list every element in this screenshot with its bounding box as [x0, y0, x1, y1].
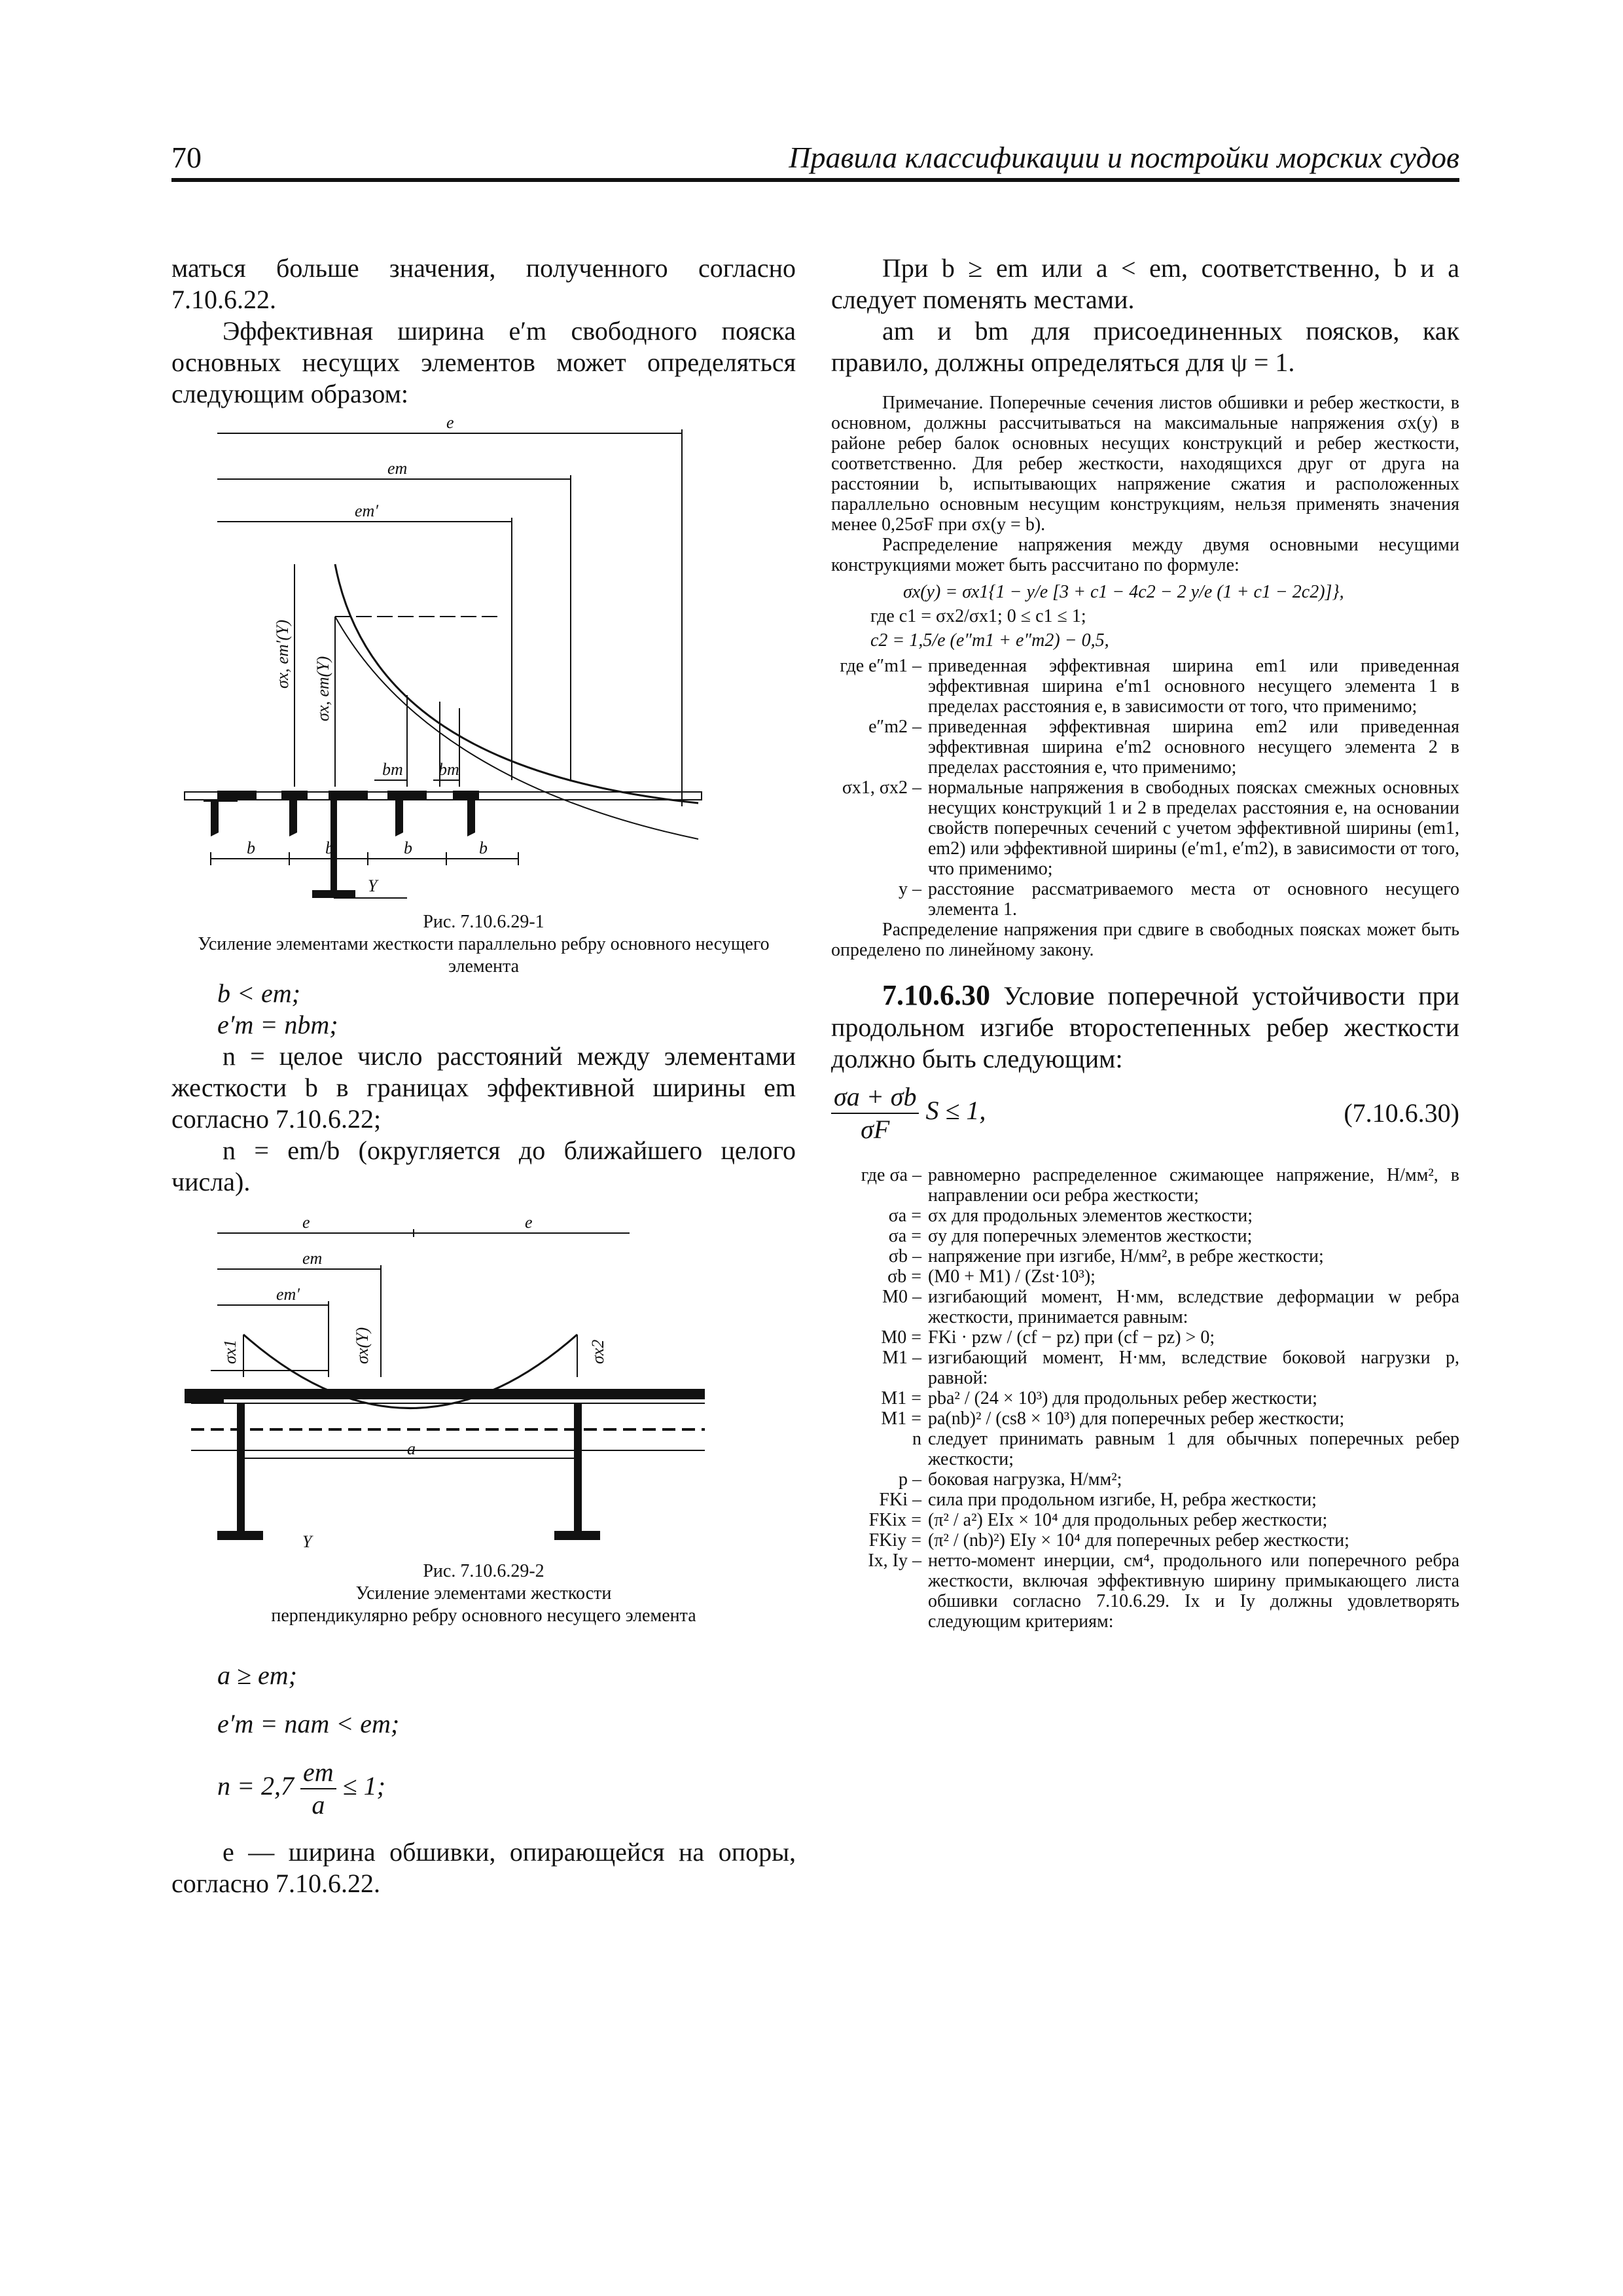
figure-caption: Усиление элементами жесткости	[355, 1583, 612, 1604]
label-e: e	[525, 1213, 533, 1232]
term: M1 =	[881, 1388, 921, 1408]
figure-caption: Усиление элементами жесткости параллельно ребру основного несущего элемента	[198, 934, 770, 977]
term: σa =	[888, 1226, 921, 1246]
term: где e″m1 –	[840, 656, 921, 676]
label-sigma-x1: σx1	[221, 1339, 240, 1364]
label-b: b	[247, 838, 255, 857]
definition: σx для продольных элементов жесткости;	[928, 1206, 1253, 1226]
label-bm: bm	[382, 760, 403, 779]
condition: b < em;	[217, 978, 300, 1008]
header-rule	[171, 178, 1459, 182]
label-em-prime: em′	[355, 501, 379, 520]
term: σa =	[888, 1206, 921, 1226]
paragraph: am и bm для присоединенных поясков, как правило, должны определяться для ψ = 1.	[831, 316, 1459, 377]
label-e: e	[302, 1213, 310, 1232]
formula-numerator: σa + σb	[831, 1081, 919, 1114]
definition: нормальные напряжения в свободных поясках смежных основных несущих конструкций 1 и 2 в пределах расстояния e, на основании свойств поперечных сечений с учетом эффективной ширины (em1, em2) или эффективной ширины (e′m1, e′m2), в зависимости от того, что применимо;	[928, 778, 1459, 879]
label-a: a	[407, 1439, 416, 1458]
label-b: b	[404, 838, 412, 857]
section-7-10-6-30	[831, 980, 1459, 1075]
section-text: Условие поперечной устойчивости при продольном изгибе второстепенных ребер жесткости должно быть следующим:	[831, 981, 1460, 1073]
term: M1 =	[881, 1408, 921, 1429]
definition: сила при продольном изгибе, Н, ребра жесткости;	[928, 1490, 1317, 1510]
condition: n = em/b (округляется до ближайшего целого числа).	[171, 1136, 796, 1196]
label-em: em	[302, 1249, 323, 1268]
label-em: em	[387, 459, 408, 478]
label-bm: bm	[438, 760, 459, 779]
definition: (π² / a²) EIx × 10⁴ для продольных ребер жесткости;	[928, 1510, 1328, 1530]
definition: расстояние рассматриваемого места от основного несущего элемента 1.	[928, 879, 1459, 920]
condition: a ≥ em;	[217, 1660, 297, 1690]
term: σb =	[887, 1266, 921, 1287]
note: Примечание. Поперечные сечения листов обшивки и ребер жесткости, в основном, должны рассчитываться на максимальные напряжения σx(y) в районе ребер балок основных несущих конструкций и ребер жесткости, соответственно. Для ребер жесткости, находящихся друг от друга на расстоянии b, испытывающих напряжение сжатия и расположенных параллельно основным несущим конструкциям, нельзя применять значения менее 0,25σF при σx(y = b).	[831, 393, 1459, 535]
definition: pba² / (24 × 10³) для продольных ребер жесткости;	[928, 1388, 1317, 1408]
term: FKix =	[868, 1510, 921, 1530]
section-number: 7.10.6.30	[882, 979, 990, 1011]
formula: σx(y) = σx1{1 − y/e [3 + c1 − 4c2 − 2 y/e (1 + c1 − 2c2)]},	[903, 582, 1344, 602]
definition: изгибающий момент, Н·мм, вследствие боковой нагрузки p, равной:	[928, 1348, 1459, 1388]
figure-7-10-6-29-1	[171, 414, 796, 911]
term: M0 =	[881, 1327, 921, 1348]
definition: равномерно распределенное сжимающее напряжение, Н/мм², в направлении оси ребра жесткости;	[928, 1165, 1459, 1206]
figure-number: Рис. 7.10.6.29-2	[423, 1561, 544, 1581]
formula-denominator: σF	[861, 1115, 890, 1144]
condition: e′m = nbm;	[217, 1010, 338, 1039]
condition: e′m = nam < em;	[217, 1709, 400, 1738]
term: σb –	[888, 1246, 921, 1266]
definition: σy для поперечных элементов жесткости;	[928, 1226, 1253, 1246]
paragraph: При b ≥ em или a < em, соответственно, b и a следует поменять местами.	[831, 253, 1459, 314]
formula-number: (7.10.6.30)	[1344, 1098, 1459, 1128]
label-y: Y	[302, 1532, 312, 1551]
definition: следует принимать равным 1 для обычных поперечных ребер жесткости;	[928, 1429, 1459, 1469]
label-e: e	[446, 414, 454, 432]
formula: где c1 = σx2/σx1; 0 ≤ c1 ≤ 1;	[870, 606, 1086, 626]
label-sigma-em-prime: σx, em′(Y)	[273, 619, 292, 689]
term: y –	[899, 879, 921, 899]
definition: (π² / (nb)²) EIy × 10⁴ для поперечных ребер жесткости;	[928, 1530, 1349, 1551]
formula-rhs: S ≤ 1,	[925, 1096, 986, 1126]
right-column	[831, 253, 1459, 1632]
term: e″m2 –	[868, 717, 921, 737]
running-title: Правила классификации и постройки морских судов	[789, 141, 1459, 174]
term: FKiy =	[868, 1530, 921, 1551]
definition-list	[831, 656, 1459, 920]
definition: нетто-момент инерции, см⁴, продольного или поперечного ребра жесткости, включая эффективную ширину примыкающего листа обшивки согласно 7.10.6.29. Ix и Iy должны удовлетворять следующим критериям:	[928, 1551, 1459, 1632]
term: M0 –	[882, 1287, 921, 1307]
figure-7-10-6-29-2	[171, 1207, 796, 1560]
main-formula	[831, 1081, 1459, 1145]
label-y: Y	[368, 876, 378, 895]
definition: изгибающий момент, Н·мм, вследствие деформации w ребра жесткости, принимается равным:	[928, 1287, 1459, 1327]
label-em-prime: em′	[276, 1285, 300, 1304]
paragraph: маться больше значения, полученного согласно 7.10.6.22.	[171, 253, 796, 314]
definition: приведенная эффективная ширина em1 или приведенная эффективная ширина e′m1 основного несущего элемента 1 в пределах расстояния e, в зависимости от того, что применимо;	[928, 656, 1459, 717]
definition: приведенная эффективная ширина em2 или приведенная эффективная ширина e′m2 основного несущего элемента 2 в пределах расстояния e, что применимо;	[928, 717, 1459, 778]
definition: боковая нагрузка, Н/мм²;	[928, 1469, 1122, 1490]
definition: (M0 + M1) / (Zst·10³);	[928, 1266, 1096, 1287]
figure-number: Рис. 7.10.6.29-1	[423, 912, 544, 932]
paragraph: e — ширина обшивки, опирающейся на опоры, согласно 7.10.6.22.	[171, 1837, 796, 1898]
formula-denominator: a	[312, 1790, 325, 1820]
condition	[217, 1757, 796, 1821]
term: p –	[899, 1469, 921, 1490]
label-sigma-x2: σx2	[588, 1339, 607, 1364]
label-sigma-em: σx, em(Y)	[313, 656, 332, 721]
paragraph: Эффективная ширина e′m свободного пояска основных несущих элементов может определяться следующим образом:	[171, 316, 796, 408]
label-b: b	[325, 838, 334, 857]
condition: n = целое число расстояний между элементами жесткости b в границах эффективной ширины em согласно 7.10.6.22;	[171, 1041, 796, 1134]
definition-list	[831, 1165, 1459, 1632]
label-b: b	[479, 838, 488, 857]
term: FKi –	[879, 1490, 921, 1510]
formula: c2 = 1,5/e (e″m1 + e″m2) − 0,5,	[870, 630, 1109, 651]
paragraph: Распределение напряжения при сдвиге в свободных поясках может быть определено по линейному закону.	[831, 920, 1459, 960]
definition: FKi · pzw / (cf − pz) при (cf − pz) > 0;	[928, 1327, 1215, 1348]
label-sigma-x-y: σx(Y)	[353, 1327, 372, 1364]
term: где σa –	[861, 1165, 921, 1185]
definition: напряжение при изгибе, Н/мм², в ребре жесткости;	[928, 1246, 1324, 1266]
term: n	[912, 1429, 921, 1449]
term: σx1, σx2 –	[842, 778, 921, 798]
term: Ix, Iy –	[868, 1551, 921, 1571]
formula-lhs: n = 2,7	[217, 1771, 294, 1801]
page-number: 70	[171, 141, 202, 174]
formula-rhs: ≤ 1;	[342, 1771, 385, 1801]
paragraph: Распределение напряжения между двумя основными несущими конструкциями может быть рассчитано по формуле:	[831, 535, 1459, 575]
formula-numerator: em	[300, 1757, 336, 1789]
definition: pa(nb)² / (cs8 × 10³) для поперечных ребер жесткости;	[928, 1408, 1345, 1429]
figure-caption: перпендикулярно ребру основного несущего элемента	[271, 1605, 696, 1626]
left-column	[171, 253, 796, 1899]
term: M1 –	[882, 1348, 921, 1368]
